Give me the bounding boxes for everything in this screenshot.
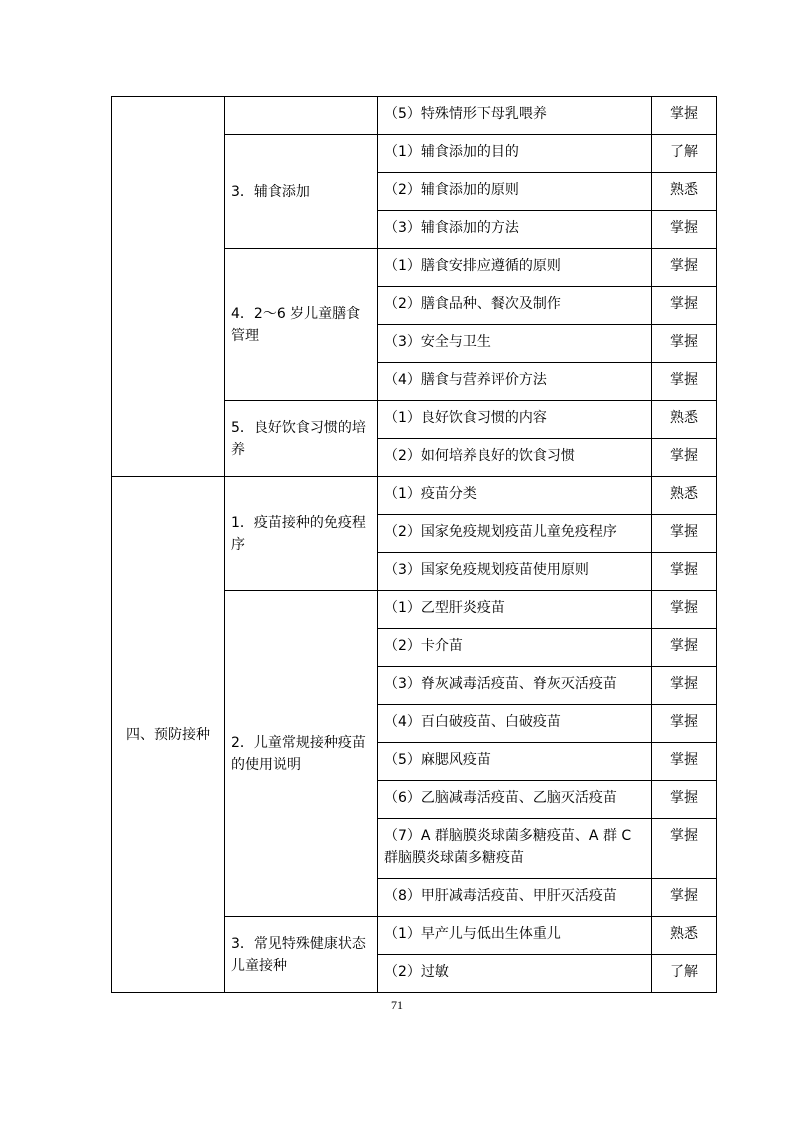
content-cell: （1）辅食添加的目的 xyxy=(378,135,652,173)
page-number: 71 xyxy=(391,998,403,1012)
content-cell: （8）甲肝减毒活疫苗、甲肝灭活疫苗 xyxy=(378,879,652,917)
content-cell: （3）安全与卫生 xyxy=(378,325,652,363)
level-cell: 掌握 xyxy=(652,97,717,135)
topic-cell: 3．辅食添加 xyxy=(225,135,378,249)
section-cell: 四、预防接种 xyxy=(112,477,225,993)
content-cell: （4）百白破疫苗、白破疫苗 xyxy=(378,705,652,743)
content-cell: （3）国家免疫规划疫苗使用原则 xyxy=(378,553,652,591)
level-cell: 掌握 xyxy=(652,781,717,819)
level-cell: 掌握 xyxy=(652,705,717,743)
level-cell: 掌握 xyxy=(652,743,717,781)
level-cell: 了解 xyxy=(652,135,717,173)
content-cell: （6）乙脑减毒活疫苗、乙脑灭活疫苗 xyxy=(378,781,652,819)
content-cell: （2）如何培养良好的饮食习惯 xyxy=(378,439,652,477)
level-cell: 掌握 xyxy=(652,515,717,553)
level-cell: 熟悉 xyxy=(652,477,717,515)
level-cell: 掌握 xyxy=(652,879,717,917)
table-row xyxy=(112,97,717,135)
content-cell: （1）疫苗分类 xyxy=(378,477,652,515)
content-cell: （2）国家免疫规划疫苗儿童免疫程序 xyxy=(378,515,652,553)
level-cell: 掌握 xyxy=(652,439,717,477)
content-cell: （3）辅食添加的方法 xyxy=(378,211,652,249)
content-cell: （4）膳食与营养评价方法 xyxy=(378,363,652,401)
content-cell: （2）过敏 xyxy=(378,955,652,993)
level-cell: 熟悉 xyxy=(652,173,717,211)
content-cell: （5）特殊情形下母乳喂养 xyxy=(378,97,652,135)
content-cell: （1）早产儿与低出生体重儿 xyxy=(378,917,652,955)
content-cell: （5）麻腮风疫苗 xyxy=(378,743,652,781)
level-cell: 掌握 xyxy=(652,325,717,363)
topic-cell xyxy=(225,97,378,135)
level-cell: 了解 xyxy=(652,955,717,993)
content-cell: （7）A 群脑膜炎球菌多糖疫苗、A 群 C 群脑膜炎球菌多糖疫苗 xyxy=(378,819,652,879)
topic-cell: 1．疫苗接种的免疫程序 xyxy=(225,477,378,591)
level-cell: 掌握 xyxy=(652,553,717,591)
level-cell: 掌握 xyxy=(652,211,717,249)
level-cell: 掌握 xyxy=(652,287,717,325)
content-cell: （1）膳食安排应遵循的原则 xyxy=(378,249,652,287)
content-cell: （2）膳食品种、餐次及制作 xyxy=(378,287,652,325)
level-cell: 掌握 xyxy=(652,249,717,287)
level-cell: 熟悉 xyxy=(652,401,717,439)
content-cell: （1）良好饮食习惯的内容 xyxy=(378,401,652,439)
level-cell: 熟悉 xyxy=(652,917,717,955)
topic-cell: 5．良好饮食习惯的培养 xyxy=(225,401,378,477)
section-cell xyxy=(112,97,225,477)
table-row xyxy=(112,477,717,515)
content-cell: （1）乙型肝炎疫苗 xyxy=(378,591,652,629)
level-cell: 掌握 xyxy=(652,819,717,879)
topic-cell: 3．常见特殊健康状态儿童接种 xyxy=(225,917,378,993)
content-cell: （2）辅食添加的原则 xyxy=(378,173,652,211)
topic-cell: 4．2～6 岁儿童膳食管理 xyxy=(225,249,378,401)
level-cell: 掌握 xyxy=(652,629,717,667)
level-cell: 掌握 xyxy=(652,363,717,401)
level-cell: 掌握 xyxy=(652,667,717,705)
content-cell: （2）卡介苗 xyxy=(378,629,652,667)
topic-cell: 2．儿童常规接种疫苗的使用说明 xyxy=(225,591,378,917)
content-cell: （3）脊灰减毒活疫苗、脊灰灭活疫苗 xyxy=(378,667,652,705)
syllabus-table xyxy=(111,96,717,993)
level-cell: 掌握 xyxy=(652,591,717,629)
